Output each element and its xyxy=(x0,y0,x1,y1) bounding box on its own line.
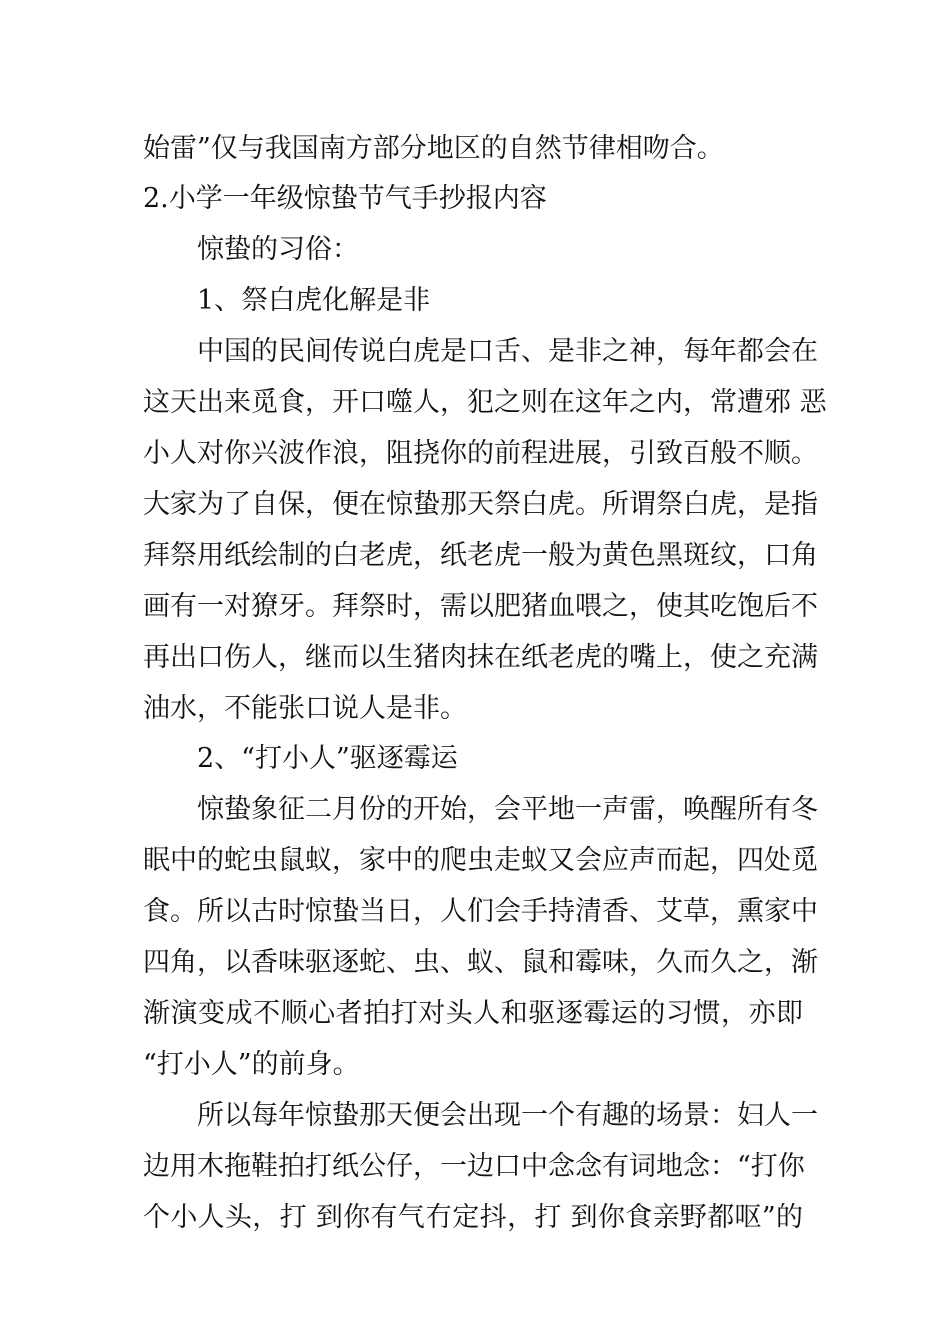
paragraph-line: 大家为了自保，便在惊蛰那天祭白虎。所谓祭白虎，是指 xyxy=(143,489,818,520)
paragraph-line: 渐演变成不顺心者拍打对头人和驱逐霉运的习惯，亦即 xyxy=(143,998,803,1029)
section-heading: 2.小学一年级惊蛰节气手抄报内容 xyxy=(143,183,547,214)
paragraph-line: 惊蛰象征二月份的开始，会平地一声雷，唤醒所有冬 xyxy=(197,794,818,825)
paragraph-line: 中国的民间传说白虎是口舌、是非之神，每年都会在 xyxy=(197,336,818,367)
custom-item-heading: 2、“打小人”驱逐霉运 xyxy=(197,743,458,774)
paragraph-line: 小人对你兴波作浪，阻挠你的前程进展，引致百般不顺。 xyxy=(143,438,818,469)
paragraph-line: “打小人”的前身。 xyxy=(143,1049,360,1080)
paragraph-line: 边用木拖鞋拍打纸公仔，一边口中念念有词地念：“打你 xyxy=(143,1151,805,1182)
custom-item-heading: 1、祭白虎化解是非 xyxy=(197,285,431,316)
text-line: 始雷”仅与我国南方部分地区的自然节律相吻合。 xyxy=(143,133,724,164)
paragraph-line: 所以每年惊蛰那天便会出现一个有趣的场景：妇人一 xyxy=(197,1100,818,1131)
paragraph-line: 食。所以古时惊蛰当日，人们会手持清香、艾草，熏家中 xyxy=(143,896,818,927)
paragraph-line: 油水，不能张口说人是非。 xyxy=(143,693,467,724)
paragraph-line: 眠中的蛇虫鼠蚁，家中的爬虫走蚁又会应声而起，四处觅 xyxy=(143,845,818,876)
paragraph-line: 这天出来觅食，开口噬人，犯之则在这年之内，常遭邪 恶 xyxy=(143,387,827,418)
paragraph-line: 拜祭用纸绘制的白老虎，纸老虎一般为黄色黑斑纹，口角 xyxy=(143,540,818,571)
paragraph-line: 再出口伤人，继而以生猪肉抹在纸老虎的嘴上，使之充满 xyxy=(143,642,818,673)
paragraph-line: 个小人头，打 到你有气冇定抖，打 到你食亲野都呕”的 xyxy=(143,1202,803,1233)
paragraph-line: 画有一对獠牙。拜祭时，需以肥猪血喂之，使其吃饱后不 xyxy=(143,591,818,622)
paragraph-line: 四角，以香味驱逐蛇、虫、蚁、鼠和霉味，久而久之，渐 xyxy=(143,947,818,978)
subheading-customs: 惊蛰的习俗： xyxy=(197,234,359,265)
